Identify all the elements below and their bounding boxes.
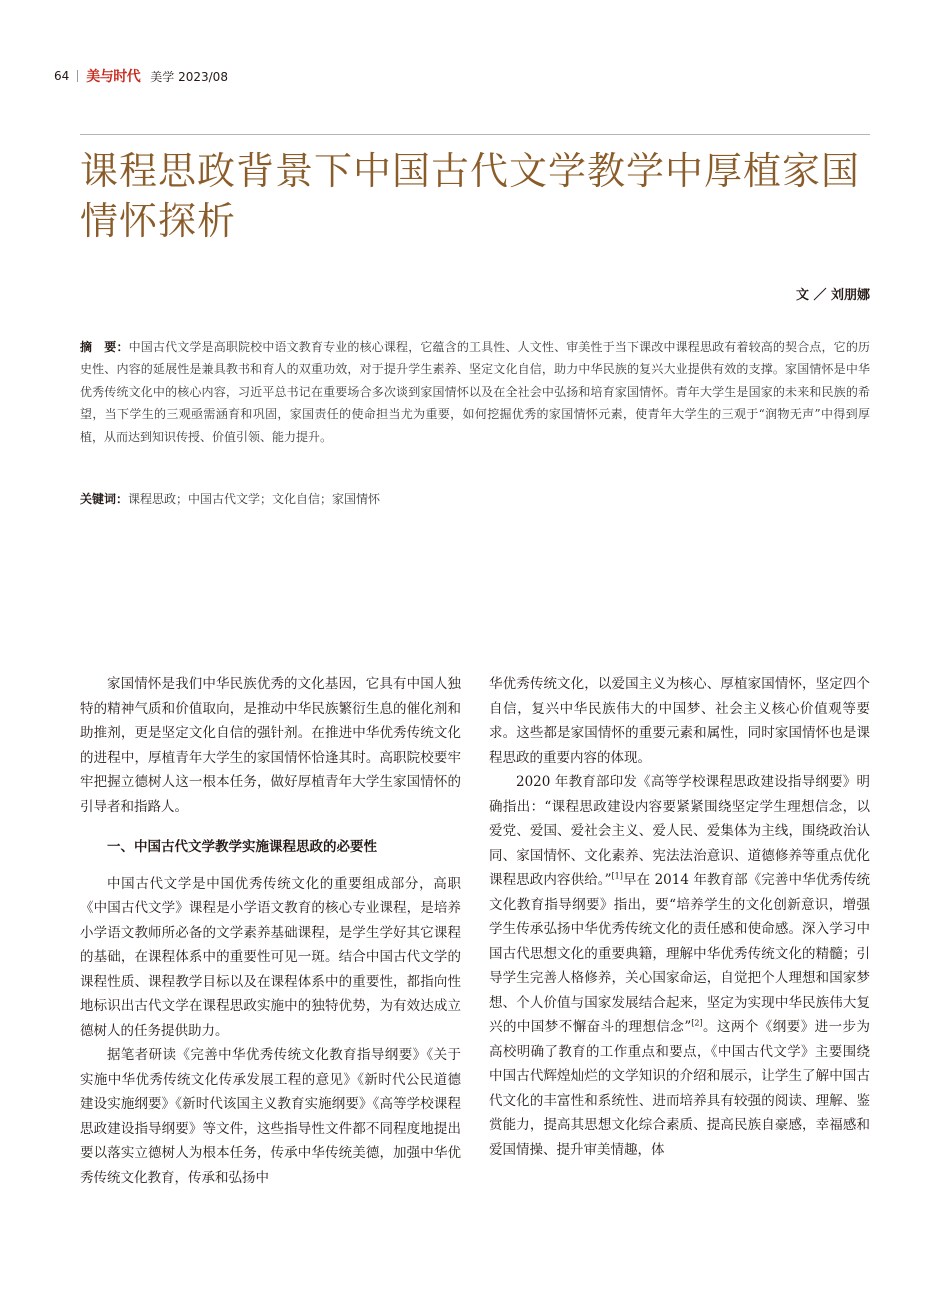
article-title: 课程思政背景下中国古代文学教学中厚植家国情怀探析 [80, 149, 861, 243]
keywords-text: 课程思政；中国古代文学；文化自信；家国情怀 [128, 492, 381, 506]
paragraph-intro: 家国情怀是我们中华民族优秀的文化基因，它具有中国人独特的精神气质和价值取向，是推动中华民族繁衍生息的催化剂和助推剂，更是坚定文化自信的强针剂。在推进中华优秀传统文化的进程中，厚植青年大学生的家国情怀恰逢其时。高职院校要牢牢把握立德树人这一根本任务，做好厚植青年大学生家国情怀的引导者和指路人。 [80, 676, 461, 815]
section-heading-1: 一、中国古代文学教学实施课程思政的必要性 [107, 839, 377, 855]
guidelines-text-c: 。这两个《纲要》进一步为高校明确了教育的工作重点和要点，《中国古代文学》主要围绕中国古代辉煌灿烂的文学知识的介绍和展示，让学生了解中国古代文化的丰富性和系统性、进而培养具有较强的阅读、理解、鉴赏能力，提高其思想文化综合素质、提高民族自豪感，幸福感和爱国情操、提升审美情趣，体 [489, 1019, 871, 1158]
running-header [54, 66, 228, 86]
citation-1: [1] [611, 871, 623, 881]
abstract-text: 中国古代文学是高职院校中语文教育专业的核心课程，它蕴含的工具性、人文性、审美性于当下课改中课程思政有着较高的契合点，它的历史性、内容的延展性是兼具教书和育人的双重功效，对于提升学生素养、坚定文化自信，助力中华民族的复兴大业提供有效的支撑。家国情怀是中华优秀传统文化中的核心内容，习近平总书记在重要场合多次谈到家国情怀以及在全社会中弘扬和培育家国情怀。青年大学生是国家的未来和民族的希望，当下学生的三观亟需涵育和巩固，家国责任的使命担当尤为重要，如何挖掘优秀的家国情怀元素，使青年大学生的三观于“润物无声”中得到厚植，从而达到知识传授、价值引领、能力提升。 [80, 340, 870, 444]
guidelines-text-a: 2020 年教育部印发《高等学校课程思政建设指导纲要》明确指出：“课程思政建设内容要紧紧围绕坚定学生理想信念，以爱党、爱国、爱社会主义、爱人民、爱集体为主线，围绕政治认同、家国情怀、文化素养、宪法法治意识、道德修养等重点优化课程思政内容供给。” [489, 774, 870, 888]
journal-issue: 美学 2023/08 [150, 69, 228, 84]
keywords [80, 488, 870, 510]
abstract [80, 336, 870, 448]
citation-2: [2] [691, 1018, 703, 1028]
header-divider [77, 70, 78, 82]
keywords-label: 关键词： [80, 492, 129, 506]
body-column-left [80, 672, 461, 1190]
paragraph-section1-b: 据笔者研读《完善中华优秀传统文化教育指导纲要》《关于实施中华优秀传统文化传承发展工程的意见》《新时代公民道德建设实施纲要》《新时代该国主义教育实施纲要》《高等学校课程思政建设指导纲要》等文件，这些指导性文件都不同程度地提出要以落实立德树人为根本任务，传承中华传统美德，加强中华优秀传统文化教育，传承和弘扬中 [80, 1047, 461, 1186]
header-rule [80, 134, 870, 135]
journal-logo: 美与时代 [86, 69, 141, 85]
paragraph-continued: 华优秀传统文化，以爱国主义为核心、厚植家国情怀，坚定四个自信，复兴中华民族伟大的中国梦、社会主义核心价值观等要求。这些都是家国情怀的重要元素和属性，同时家国情怀也是课程思政的重要内容的体现。 [489, 676, 870, 766]
article-author: 文 ／ 刘朋娜 [795, 288, 870, 303]
paragraph-section1-a: 中国古代文学是中国优秀传统文化的重要组成部分，高职《中国古代文学》课程是小学语文教育的核心专业课程，是培养小学语文教师所必备的文学素养基础课程，是学生学好其它课程的基础，在课程体系中的重要性可见一斑。结合中国古代文学的课程性质、课程教学目标以及在课程体系中的重要性，都指向性地标识出古代文学在课程思政实施中的独特优势，为有效达成立德树人的任务提供助力。 [80, 875, 461, 1039]
guidelines-text-b: 早在 2014 年教育部《完善中华优秀传统文化教育指导纲要》指出，要“培养学生的文化创新意识，增强学生传承弘扬中华优秀传统文化的责任感和使命感。深入学习中国古代思想文化的重要典籍，理解中华优秀传统文化的精髓；引导学生完善人格修养，关心国家命运，自觉把个人理想和国家梦想、个人价值与国家发展结合起来，坚定为实现中华民族伟大复兴的中国梦不懈奋斗的理想信念” [489, 872, 870, 1035]
abstract-label: 摘 要： [80, 340, 129, 354]
body-column-right [489, 672, 870, 1162]
page-number: 64 [54, 69, 70, 83]
paragraph-guidelines [489, 770, 870, 1162]
